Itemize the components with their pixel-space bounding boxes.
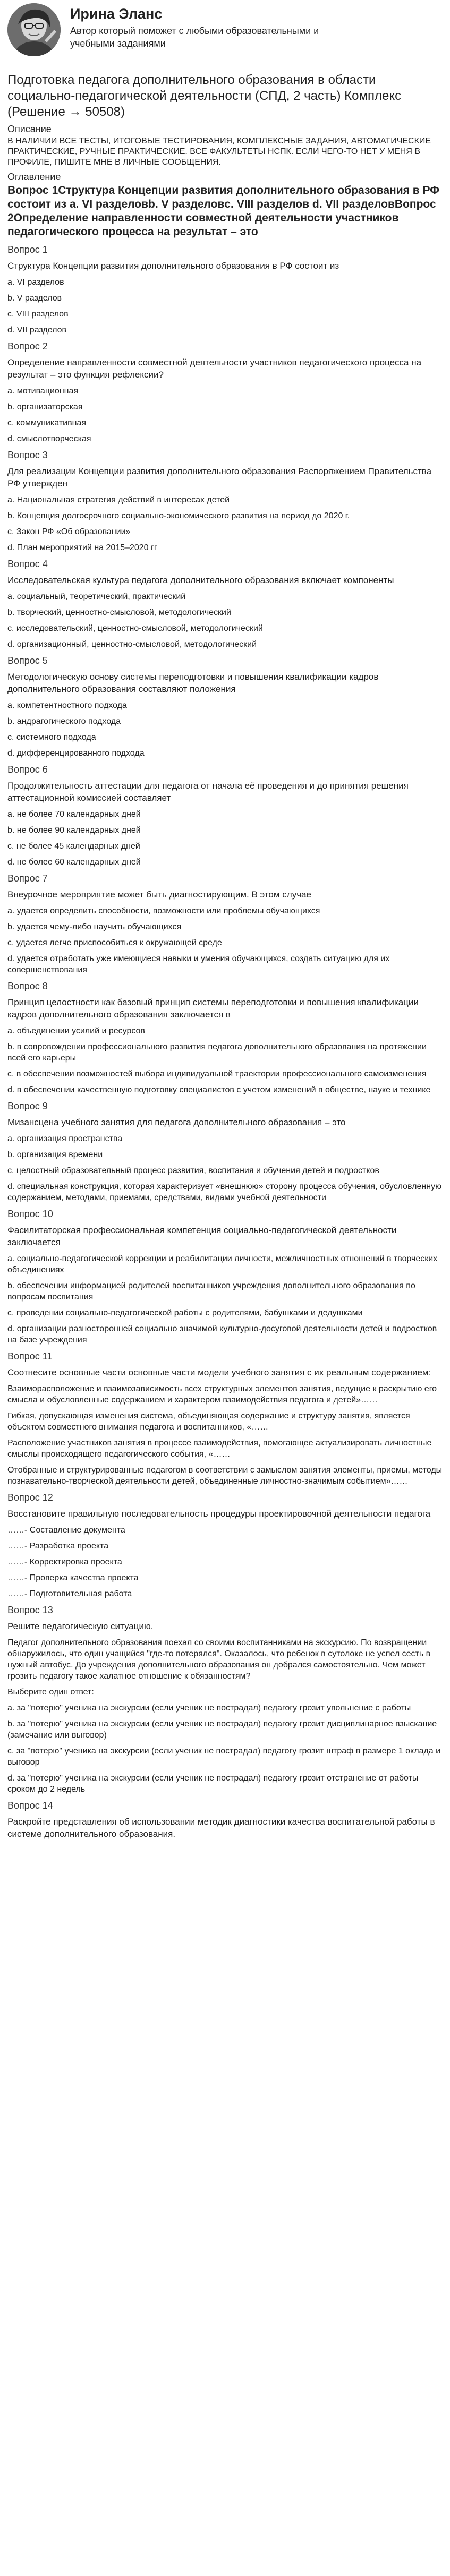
question-header: Вопрос 5	[7, 655, 48, 666]
answer-option: a. за "потерю" ученика на экскурсии (если ученик не пострадал) педагогу грозит увольнение с работы	[7, 1704, 411, 1713]
answer-option: d. смыслотворческая	[7, 434, 91, 443]
document-title: Подготовка педагога дополнительного образования в области социально-педагогической деятельности (СПД, 2 часть) Комплекс (Решение → 50508)	[7, 73, 402, 119]
answer-option: Выберите один ответ:	[7, 1688, 94, 1697]
question-block	[7, 1100, 445, 1203]
answer-option: ……- Подготовительная работа	[7, 1589, 132, 1598]
question-text: Раскройте представления об использовании методик диагностики качества воспитательной работы в системе дополнительного образования.	[7, 1817, 435, 1839]
answer-option: d. удается отработать уже имеющиеся навыки и умения обучающихся, создать ситуацию для их совершенствования	[7, 954, 390, 974]
question-text: Мизансцена учебного занятия для педагога дополнительного образования – это	[7, 1117, 346, 1127]
question-header: Вопрос 10	[7, 1209, 53, 1219]
answer-option: d. специальная конструкция, которая характеризует «внешнюю» сторону процесса обучения, обусловленную содержанием, методами, приемами, средствами, видами учебной деятельности	[7, 1182, 442, 1202]
answer-option: d. в обеспечении качественную подготовку специалистов с учетом изменений в обществе, науке и технике	[7, 1085, 431, 1094]
answer-option: a. не более 70 календарных дней	[7, 810, 141, 819]
answer-option: ……- Проверка качества проекта	[7, 1573, 139, 1582]
answer-option: a. мотивационная	[7, 387, 79, 396]
answer-option: a. Национальная стратегия действий в интересах детей	[7, 495, 230, 504]
answer-option: b. Концепция долгосрочного социально-экономического развития на период до 2020 г.	[7, 511, 350, 520]
question-block	[7, 1350, 445, 1487]
answer-option: d. организационный, ценностно-смысловой, методологический	[7, 640, 257, 649]
answer-option: a. удается определить способности, возможности или проблемы обучающихся	[7, 906, 320, 915]
answer-option: a. социальный, теоретический, практический	[7, 592, 186, 601]
answer-option: c. за "потерю" ученика на экскурсии (если ученик не пострадал) педагогу грозит штраф в размере 1 оклада и выговор	[7, 1747, 441, 1767]
question-text: Принцип целостности как базовый принцип системы переподготовки и повышения квалификации кадров дополнительного образования заключается в	[7, 997, 419, 1020]
question-block	[7, 1492, 445, 1599]
answer-option: c. не более 45 календарных дней	[7, 842, 140, 851]
question-text: Фасилитаторская профессиональная компетенция социально-педагогической деятельности заключается	[7, 1225, 397, 1247]
author-description: Автор который поможет с любыми образовательными и учебными заданиями	[70, 25, 319, 49]
answer-option: c. системного подхода	[7, 733, 96, 742]
avatar-image-icon	[7, 3, 61, 56]
answer-option: c. целостный образовательный процесс развития, воспитания и обучения детей и подростков	[7, 1166, 379, 1175]
question-block	[7, 872, 445, 975]
answer-option: c. коммуникативная	[7, 418, 86, 427]
answer-option: c. Закон РФ «Об образовании»	[7, 527, 131, 536]
answer-option: d. дифференцированного подхода	[7, 749, 145, 758]
answer-option: b. в сопровождении профессионального развития педагога дополнительного образования на протяжении всей его карьеры	[7, 1042, 427, 1063]
answer-option: b. организаторская	[7, 403, 83, 412]
question-block	[7, 340, 445, 444]
toc-label: Оглавление	[7, 172, 61, 182]
author-block	[7, 3, 445, 66]
question-block	[7, 655, 445, 759]
answer-option: Педагог дополнительного образования поехал со своими воспитанниками на экскурсию. По возвращении обнаружилось, что один учащийся "где-то потерялся". Оказалось, что ребенок в сутолоке не успел сесть в нужный автобус. До учреждения дополнительного образования он добрался самостоятельно. Чем может грозить педагогу такое халатное отношение к обязанностям?	[7, 1638, 431, 1681]
question-text: Определение направленности совместной деятельности участников педагогического процесса на результат – это функция рефлексии?	[7, 357, 422, 380]
document-description: В НАЛИЧИИ ВСЕ ТЕСТЫ, ИТОГОВЫЕ ТЕСТИРОВАНИЯ, КОМПЛЕКСНЫЕ ЗАДАНИЯ, АВТОМАТИЧЕСКИЕ ПРАКТИЧЕСКИЕ, РУЧНЫЕ ПРАКТИЧЕСКИЕ. ВСЕ ФАКУЛЬТЕТЫ НСПК. ЕСЛИ ЧЕГО-ТО НЕТ У МЕНЯ В ПРОФИЛЕ, ПИШИТЕ МНЕ В ЛИЧНЫЕ СООБЩЕНИЯ.	[7, 136, 431, 167]
question-text: Методологическую основу системы переподготовки и повышения квалификации кадров дополнительного образования составляют положения	[7, 672, 379, 694]
question-text: Продолжительность аттестации для педагога от начала её проведения и до принятия решения аттестационной комиссией составляет	[7, 781, 409, 803]
answer-option: ……- Разработка проекта	[7, 1542, 109, 1551]
question-header: Вопрос 8	[7, 981, 48, 991]
answer-option: c. проведении социально-педагогической работы с родителями, бабушками и дедушками	[7, 1308, 363, 1317]
answer-option: Расположение участников занятия в процессе взаимодействия, помогающее актуализировать личностные смыслы происходящего педагогического события, «……	[7, 1439, 432, 1459]
question-text: Решите педагогическую ситуацию.	[7, 1621, 154, 1631]
answer-option: b. за "потерю" ученика на экскурсии (если ученик не пострадал) педагогу грозит дисциплинарное взыскание (замечание или выговор)	[7, 1719, 437, 1740]
answer-option: d. организации разносторонней социально значимой культурно-досуговой деятельности детей и подростков на базе учреждения	[7, 1324, 437, 1345]
answer-option: Взаиморасположение и взаимозависимость всех структурных элементов занятия, ведущие к раскрытию его смысла и обусловленные содержанием и характером взаимодействия педагога и детей»……	[7, 1384, 437, 1405]
question-text: Исследовательская культура педагога дополнительного образования включает компоненты	[7, 575, 394, 585]
question-header: Вопрос 4	[7, 559, 48, 569]
answer-option: d. VII разделов	[7, 326, 67, 335]
question-header: Вопрос 6	[7, 764, 48, 775]
question-text: Внеурочное мероприятие может быть диагностирующим. В этом случае	[7, 889, 311, 900]
question-block	[7, 1604, 445, 1795]
question-text: Для реализации Концепции развития дополнительного образования Распоряжением Правительства РФ утвержден	[7, 466, 432, 489]
answer-option: c. исследовательский, ценностно-смысловой, методологический	[7, 624, 263, 633]
answer-option: a. VI разделов	[7, 278, 64, 287]
questions-list	[7, 244, 445, 1840]
question-text: Восстановите правильную последовательность процедуры проектировочной деятельности педагога	[7, 1509, 431, 1519]
question-block	[7, 980, 445, 1096]
answer-option: c. VIII разделов	[7, 310, 69, 319]
answer-option: c. удается легче приспособиться к окружающей среде	[7, 938, 222, 947]
question-block	[7, 449, 445, 553]
answer-option: b. андрагогического подхода	[7, 717, 121, 726]
answer-option: b. V разделов	[7, 294, 62, 303]
answer-option: d. не более 60 календарных дней	[7, 858, 141, 867]
answer-option: a. объединении усилий и ресурсов	[7, 1026, 145, 1035]
avatar[interactable]	[7, 3, 61, 56]
author-name[interactable]: Ирина Эланс	[70, 6, 163, 22]
question-header: Вопрос 3	[7, 450, 48, 460]
question-block	[7, 558, 445, 650]
answer-option: Гибкая, допускающая изменения система, объединяющая содержание и структуру занятия, является объектом совместного внимания педагога и воспитанников, «……	[7, 1411, 410, 1432]
answer-option: b. организация времени	[7, 1150, 103, 1159]
question-text: Соотнесите основные части основные части модели учебного занятия с их реальным содержанием:	[7, 1367, 431, 1377]
question-header: Вопрос 2	[7, 341, 48, 352]
answer-option: a. социально-педагогической коррекции и реабилитации личности, межличностных отношений в творческих объединениях	[7, 1254, 438, 1274]
author-info	[70, 3, 320, 50]
answer-option: ……- Корректировка проекта	[7, 1557, 122, 1567]
description-label: Описание	[7, 124, 52, 134]
table-of-contents: Вопрос 1Структура Концепции развития дополнительного образования в РФ состоит из a. VI разделовb. V разделовc. VIII разделов d. VII разделовВопрос 2Определение направленности совместной деятельности участников педагогического процесса на результат – это	[7, 184, 440, 238]
answer-option: b. обеспечении информацией родителей воспитанников учреждения дополнительного образования по вопросам воспитания	[7, 1281, 415, 1302]
question-block	[7, 1800, 445, 1840]
question-header: Вопрос 12	[7, 1492, 53, 1503]
question-header: Вопрос 7	[7, 873, 48, 884]
question-block	[7, 764, 445, 868]
question-header: Вопрос 14	[7, 1800, 53, 1811]
answer-option: b. творческий, ценностно-смысловой, методологический	[7, 608, 231, 617]
question-header: Вопрос 1	[7, 244, 48, 255]
question-header: Вопрос 13	[7, 1605, 53, 1615]
answer-option: ……- Составление документа	[7, 1526, 125, 1535]
question-block	[7, 1208, 445, 1346]
answer-option: a. организация пространства	[7, 1134, 123, 1143]
answer-option: a. компетентностного подхода	[7, 701, 127, 710]
question-block	[7, 244, 445, 336]
answer-option: b. удается чему-либо научить обучающихся	[7, 922, 182, 931]
answer-option: c. в обеспечении возможностей выбора индивидуальной траектории профессионального самоизменения	[7, 1069, 427, 1079]
question-header: Вопрос 9	[7, 1101, 48, 1111]
answer-option: d. за "потерю" ученика на экскурсии (если ученик не пострадал) педагогу грозит отстранение от работы сроком до 2 недель	[7, 1774, 419, 1794]
question-header: Вопрос 11	[7, 1351, 53, 1362]
answer-option: b. не более 90 календарных дней	[7, 826, 141, 835]
answer-option: Отобранные и структурированные педагогом в соответствии с замыслом занятия элементы, приемы, методы познавательно-творческой деятельности детей, объединенные личностно-значимым событием»……	[7, 1466, 443, 1486]
answer-option: d. План мероприятий на 2015–2020 гг	[7, 543, 157, 552]
question-text: Структура Концепции развития дополнительного образования в РФ состоит из	[7, 261, 339, 271]
